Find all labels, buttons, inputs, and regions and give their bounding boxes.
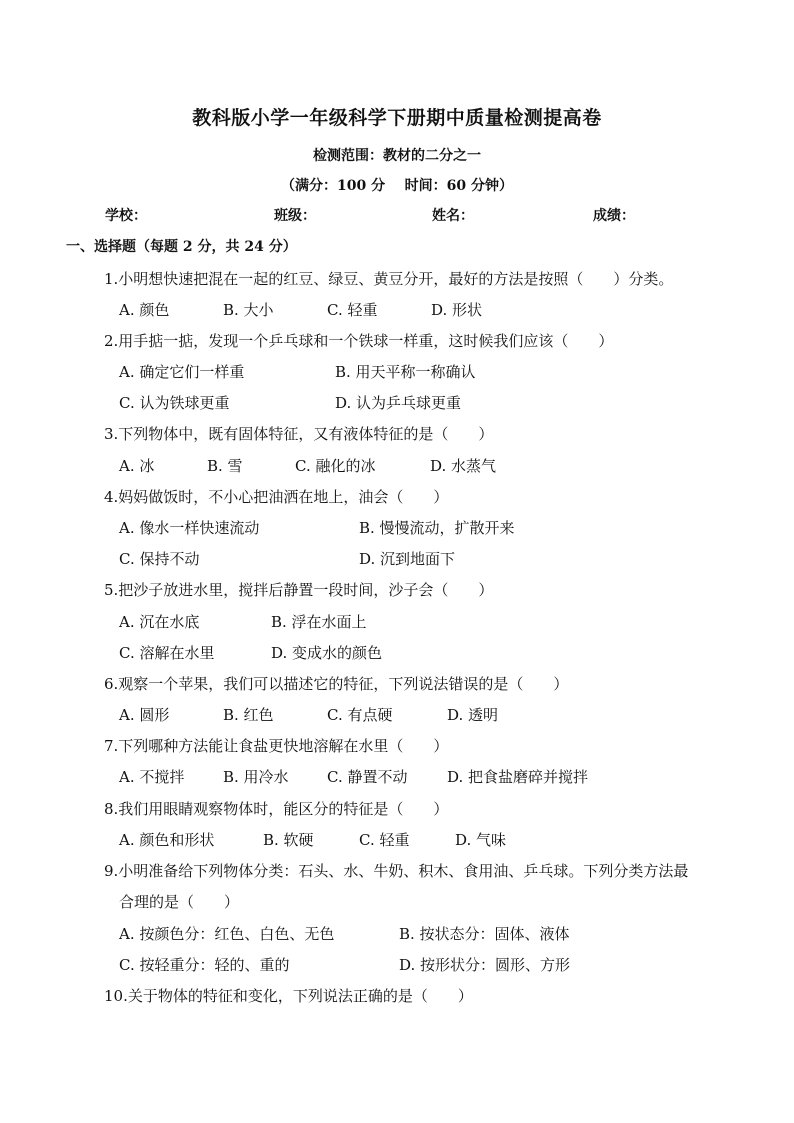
question-5-options-row1 <box>119 611 759 631</box>
question-4-options-row1 <box>119 517 759 537</box>
option-d: D. 变成水的颜色 <box>271 644 383 662</box>
question-5: 5.把沙子放进水里，搅拌后静置一段时间，沙子会（ ） <box>104 581 494 599</box>
section-heading: 一、选择题（每题 2 分，共 24 分） <box>66 239 297 255</box>
question-10: 10.关于物体的特征和变化，下列说法正确的是（ ） <box>104 987 473 1005</box>
option-a: A. 像水一样快速流动 <box>119 519 260 537</box>
option-b: B. 用天平称一称确认 <box>335 363 476 381</box>
option-a: A. 冰 <box>119 457 155 475</box>
option-b: B. 慢慢流动，扩散开来 <box>359 519 515 537</box>
question-3: 3.下列物体中，既有固体特征，又有液体特征的是（ ） <box>104 425 494 443</box>
option-c: C. 溶解在水里 <box>119 644 215 662</box>
option-c: C. 认为铁球更重 <box>119 394 230 412</box>
option-b: B. 红色 <box>223 706 274 724</box>
option-b: B. 按状态分：固体、液体 <box>399 925 570 943</box>
question-5-options-row2 <box>119 642 759 662</box>
question-4: 4.妈妈做饭时，不小心把油洒在地上，油会（ ） <box>104 488 449 506</box>
name-field-label: 姓名： <box>432 208 474 224</box>
question-9-options-row1 <box>119 923 759 943</box>
option-c: C. 静置不动 <box>327 768 408 786</box>
question-3-options <box>119 455 759 475</box>
option-d: D. 把食盐磨碎并搅拌 <box>447 768 589 786</box>
exam-scope: 检测范围：教材的二分之一 <box>313 148 481 164</box>
option-d: D. 水蒸气 <box>430 457 497 475</box>
question-7: 7.下列哪种方法能让食盐更快地溶解在水里（ ） <box>104 737 449 755</box>
question-9: 9.小明准备给下列物体分类：石头、水、牛奶、积木、食用油、乒乓球。下列分类方法最 <box>104 862 689 880</box>
option-d: D. 沉到地面下 <box>359 550 456 568</box>
option-b: B. 大小 <box>223 301 274 319</box>
option-b: B. 浮在水面上 <box>271 613 367 631</box>
option-a: A. 圆形 <box>119 706 170 724</box>
question-2-options-row1 <box>119 361 759 381</box>
class-field-label: 班级： <box>274 208 316 224</box>
option-c: C. 按轻重分：轻的、重的 <box>119 956 290 974</box>
question-7-options <box>119 766 759 786</box>
option-a: A. 不搅拌 <box>119 768 185 786</box>
option-b: B. 用冷水 <box>223 768 289 786</box>
option-c: C. 轻重 <box>359 831 410 849</box>
exam-score-time: （满分：100 分 时间：60 分钟） <box>281 178 513 194</box>
option-c: C. 轻重 <box>327 301 378 319</box>
question-2-options-row2 <box>119 392 759 412</box>
option-d: D. 气味 <box>455 831 507 849</box>
option-b: B. 软硬 <box>263 831 314 849</box>
option-a: A. 沉在水底 <box>119 613 200 631</box>
question-6: 6.观察一个苹果，我们可以描述它的特征，下列说法错误的是（ ） <box>104 675 569 693</box>
option-d: D. 形状 <box>431 301 483 319</box>
option-b: B. 雪 <box>207 457 243 475</box>
question-8-options <box>119 829 759 849</box>
question-1-options <box>119 299 759 319</box>
option-a: A. 颜色 <box>119 301 170 319</box>
option-d: D. 透明 <box>447 706 499 724</box>
option-a: A. 颜色和形状 <box>119 831 215 849</box>
question-8: 8.我们用眼睛观察物体时，能区分的特征是（ ） <box>104 800 449 818</box>
option-d: D. 认为乒乓球更重 <box>335 394 462 412</box>
question-9-continued: 合理的是（ ） <box>119 893 240 911</box>
question-6-options <box>119 704 759 724</box>
question-4-options-row2 <box>119 548 759 568</box>
option-a: A. 按颜色分：红色、白色、无色 <box>119 925 335 943</box>
question-1: 1.小明想快速把混在一起的红豆、绿豆、黄豆分开，最好的方法是按照（ ）分类。 <box>104 270 674 288</box>
option-a: A. 确定它们一样重 <box>119 363 245 381</box>
option-c: C. 融化的冰 <box>295 457 376 475</box>
question-9-options-row2 <box>119 954 759 974</box>
question-2: 2.用手掂一掂，发现一个乒乓球和一个铁球一样重，这时候我们应该（ ） <box>104 332 614 350</box>
exam-title: 教科版小学一年级科学下册期中质量检测提高卷 <box>192 107 602 129</box>
student-info-row <box>0 205 794 225</box>
option-d: D. 按形状分：圆形、方形 <box>399 956 571 974</box>
score-field-label: 成绩： <box>593 208 635 224</box>
option-c: C. 保持不动 <box>119 550 200 568</box>
school-field-label: 学校： <box>105 208 147 224</box>
option-c: C. 有点硬 <box>327 706 393 724</box>
